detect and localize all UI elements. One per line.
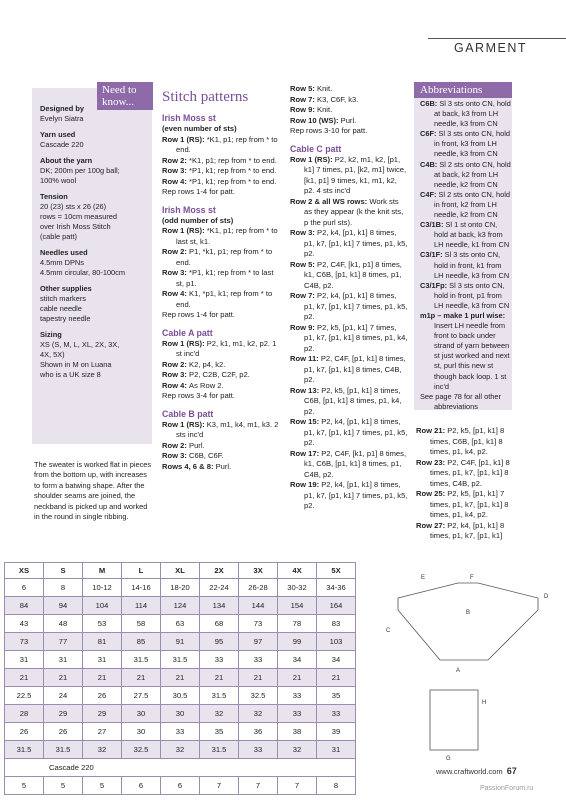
row-label: Row 9: bbox=[290, 105, 318, 114]
table-cell: 21 bbox=[161, 669, 200, 687]
table-cell: 28 bbox=[5, 705, 44, 723]
row-label: C4B: bbox=[420, 159, 440, 169]
table-cell: 21 bbox=[239, 669, 278, 687]
row-text: P2, C4F, [p1, k1] 8 times, p1, k7, [p1, k1] 8 times, C4B, p2. bbox=[430, 457, 510, 488]
row-text: Knit. bbox=[317, 84, 333, 93]
info-line: 4.5mm DPNs bbox=[40, 258, 84, 267]
row-text: Sl 3 sts onto CN, hold at back, k3 from LH needle, k3 from CN bbox=[434, 99, 511, 129]
row-label: C4F: bbox=[420, 189, 439, 199]
table-cell: 68 bbox=[200, 615, 239, 633]
row-label: Row 1 (RS): bbox=[162, 226, 207, 235]
row-text: P2, k5, [p1, k1] 8 times, C6B, [p1, k1] 8 times, p1, k4, p2. bbox=[304, 385, 402, 416]
table-cell: 31.5 bbox=[200, 687, 239, 705]
table-cell: 77 bbox=[44, 633, 83, 651]
row-text: *P1, k1; rep from * to end. bbox=[189, 176, 277, 186]
section-title: GARMENT bbox=[454, 41, 527, 55]
table-cell: 5X bbox=[317, 563, 356, 579]
table-cell: 78 bbox=[278, 615, 317, 633]
row-text: K1, *p1, k1; rep from * to end. bbox=[176, 289, 273, 309]
table-cell: 7 bbox=[200, 777, 239, 795]
row-text: P2, k4, [p1, k1] 8 times, p1, k7, [p1, k1] 7 times, p1, k5, p2. bbox=[304, 291, 408, 321]
yarn-label: Cascade 220 bbox=[5, 759, 356, 777]
table-cell: 73 bbox=[5, 633, 44, 651]
table-cell: 63 bbox=[161, 615, 200, 633]
row-label: Row 2: bbox=[162, 155, 190, 165]
table-cell: 21 bbox=[5, 669, 44, 687]
table-cell: 35 bbox=[200, 723, 239, 741]
table-cell: 3X bbox=[239, 563, 278, 579]
table-cell: 27 bbox=[83, 723, 122, 741]
info-heading: Yarn used bbox=[40, 130, 76, 139]
table-cell: 26 bbox=[44, 723, 83, 741]
table-cell: 43 bbox=[5, 615, 44, 633]
row-label: Row 7: bbox=[290, 94, 318, 104]
row-text: *P1, k1; rep from * to end. bbox=[189, 166, 277, 175]
row-text: Purl. bbox=[340, 115, 357, 125]
row-text: Work sts as they appear (k the knit sts, p the purl sts). bbox=[304, 196, 404, 227]
row-label: Row 2: bbox=[162, 440, 190, 450]
table-cell: 33 bbox=[161, 723, 200, 741]
table-cell: 6 bbox=[5, 579, 44, 597]
row-label: Row 5: bbox=[290, 84, 318, 93]
dim-label-a: A bbox=[456, 668, 461, 674]
row-text: P2, C4F, [k1, p1] 8 times, k1, C6B, [p1, k1] 8 times, p1, C4B, p2. bbox=[304, 259, 402, 290]
row-text: K2, p4, k2. bbox=[189, 359, 226, 369]
table-cell: 2X bbox=[200, 563, 239, 579]
table-cell: 21 bbox=[317, 669, 356, 687]
table-cell: 6 bbox=[122, 777, 161, 795]
row-text: See page 78 for all other abbreviations bbox=[420, 391, 501, 411]
table-cell: 32 bbox=[200, 705, 239, 723]
row-text: P2, C4F, [p1, k1] 8 times, p1, k7, [p1, k1] 8 times, C4B, p2. bbox=[304, 354, 406, 384]
row-label: Row 5: bbox=[290, 259, 318, 269]
table-cell: 21 bbox=[83, 669, 122, 687]
table-cell: 32 bbox=[161, 741, 200, 759]
table-cell: 58 bbox=[122, 615, 161, 633]
table-cell: 91 bbox=[161, 633, 200, 651]
table-cell: 84 bbox=[5, 597, 44, 615]
info-line: cable needle bbox=[40, 304, 82, 313]
row-text: Knit. bbox=[317, 105, 333, 114]
table-cell: 5 bbox=[5, 777, 44, 795]
table-cell: 24 bbox=[44, 687, 83, 705]
row-text: P2, k4, [p1, k1] 8 times, p1, k7, [p1, k1] 7 times, p1, k5, p2. bbox=[304, 417, 408, 447]
info-heading: Designed by bbox=[40, 104, 84, 113]
row-text: Sl 1 st onto CN, hold at back, k3 from LH needle, k1 from CN bbox=[434, 220, 510, 250]
row-text: P1, *k1, p1; rep from * to end. bbox=[176, 247, 273, 267]
stitch-note: (odd number of sts) bbox=[162, 215, 234, 225]
row-label: Row 3: bbox=[162, 268, 190, 277]
info-heading: Other supplies bbox=[40, 284, 92, 293]
table-cell: 144 bbox=[239, 597, 278, 615]
info-line: rows = 10cm measured bbox=[40, 212, 118, 221]
table-cell: 53 bbox=[83, 615, 122, 633]
cable-c-heading: Cable C patt bbox=[290, 143, 342, 154]
row-label: Row 15: bbox=[290, 417, 322, 426]
table-cell: XL bbox=[161, 563, 200, 579]
info-line: 4X, 5X) bbox=[40, 350, 65, 359]
row-text: Sl 3 sts onto CN, hold in front, p1 from LH needle, k3 from CN bbox=[434, 280, 510, 310]
watermark: PassionForum.ru bbox=[480, 785, 534, 792]
row-label: Row 13: bbox=[290, 385, 322, 395]
info-line: Cascade 220 bbox=[40, 140, 84, 149]
table-cell: 34 bbox=[278, 651, 317, 669]
row-label: Row 1 (RS): bbox=[290, 154, 335, 164]
table-cell: 21 bbox=[122, 669, 161, 687]
table-cell: 26 bbox=[83, 687, 122, 705]
row-label: Row 1 (RS): bbox=[162, 134, 207, 144]
stitch-heading: Irish Moss st bbox=[162, 113, 216, 123]
row-text: *K1, p1; rep from * to last st, k1. bbox=[176, 226, 278, 246]
table-cell: 164 bbox=[317, 597, 356, 615]
info-line: who is a UK size 8 bbox=[40, 370, 101, 379]
table-cell: 32 bbox=[239, 705, 278, 723]
info-line: stitch markers bbox=[40, 294, 86, 303]
row-text: *K1, p1; rep from * to end. bbox=[189, 155, 277, 165]
table-cell: 21 bbox=[200, 669, 239, 687]
table-cell: 48 bbox=[44, 615, 83, 633]
row-label: Row 3: bbox=[162, 166, 190, 175]
row-label: C3/1B: bbox=[420, 220, 446, 230]
stitch-heading: Cable B patt bbox=[162, 408, 214, 419]
row-label: Row 9: bbox=[290, 322, 318, 332]
table-cell: L bbox=[122, 563, 161, 579]
table-cell: 22.5 bbox=[5, 687, 44, 705]
intro-text: The sweater is worked flat in pieces from the bottom up, with increases to form a batwing shape. After the shoulder seams are joined, the neckband is picked up and worked in the round in single ribbing. bbox=[34, 460, 152, 522]
table-cell: 38 bbox=[278, 723, 317, 741]
row-label: Row 21: bbox=[416, 426, 448, 435]
table-cell: 33 bbox=[200, 651, 239, 669]
dim-label-d: D bbox=[544, 594, 549, 600]
row-text: *K1, p1; rep from * to end. bbox=[176, 134, 278, 154]
row-label: Row 3: bbox=[162, 370, 190, 379]
table-cell: 32.5 bbox=[239, 687, 278, 705]
row-label: Row 4: bbox=[162, 380, 190, 390]
row-label: Row 2: bbox=[162, 247, 190, 256]
table-cell: 32.5 bbox=[122, 741, 161, 759]
row-label: Row 10 (WS): bbox=[290, 115, 341, 125]
table-cell: 73 bbox=[239, 615, 278, 633]
table-cell: 31.5 bbox=[161, 651, 200, 669]
table-cell: 103 bbox=[317, 633, 356, 651]
info-line: Evelyn Siatra bbox=[40, 114, 84, 123]
table-cell: 85 bbox=[122, 633, 161, 651]
info-line: XS (S, M, L, XL, 2X, 3X, bbox=[40, 340, 120, 349]
table-cell: 99 bbox=[278, 633, 317, 651]
row-label: Row 17: bbox=[290, 448, 322, 458]
table-cell: 30 bbox=[161, 705, 200, 723]
info-line: 100% wool bbox=[40, 176, 77, 185]
table-cell: 83 bbox=[317, 615, 356, 633]
table-cell: 31.5 bbox=[122, 651, 161, 669]
stitch-title: Stitch patterns bbox=[162, 89, 249, 105]
row-label: Row 1 (RS): bbox=[162, 338, 207, 348]
table-cell: 30 bbox=[122, 705, 161, 723]
row-text: Insert LH needle from front to back under strand of yarn between st just worked and next st, purl this new st though back loop. 1 st inc'd bbox=[434, 321, 510, 391]
body-outline bbox=[398, 583, 538, 660]
row-label: Row 4: bbox=[162, 176, 190, 186]
info-line: (cable patt) bbox=[40, 232, 77, 241]
table-cell: 34-36 bbox=[317, 579, 356, 597]
table-cell: 32 bbox=[83, 741, 122, 759]
dim-label-c: C bbox=[386, 628, 391, 634]
table-cell: 31 bbox=[317, 741, 356, 759]
table-cell: 8 bbox=[317, 777, 356, 795]
table-cell: 30-32 bbox=[278, 579, 317, 597]
row-text: P2, k1, m1, k2, p2. 1 st inc'd bbox=[176, 338, 277, 358]
info-line: tapestry needle bbox=[40, 314, 91, 323]
table-cell: 30 bbox=[122, 723, 161, 741]
table-cell: 5 bbox=[83, 777, 122, 795]
row-label: Row 2 & all WS rows: bbox=[290, 196, 370, 206]
abbrev-title: Abbreviations bbox=[414, 82, 512, 98]
table-cell: 33 bbox=[317, 705, 356, 723]
row-text: P2, k4, [p1, k1] 8 times, p1, k7, [p1, k1] 7 times, p1, k5, p2. bbox=[304, 480, 408, 510]
row-label: m1p – make 1 purl wise: bbox=[420, 310, 506, 320]
table-cell: 97 bbox=[239, 633, 278, 651]
page-footer bbox=[436, 766, 517, 776]
dim-label-h: H bbox=[482, 700, 487, 706]
row-label: C6B: bbox=[420, 99, 440, 108]
table-cell: 31.5 bbox=[5, 741, 44, 759]
info-heading: Tension bbox=[40, 192, 68, 201]
row-text: P2, C4F, [k1, p1] 8 times, k1, C6B, [p1, k1] 8 times, p1, C4B, p2. bbox=[304, 448, 407, 479]
row-text: C6B, C6F. bbox=[189, 451, 224, 460]
row-label: Row 7: bbox=[290, 291, 318, 300]
info-line: Shown in M on Luana bbox=[40, 360, 112, 369]
site-url: www.craftworld.com bbox=[436, 767, 503, 776]
info-line: DK; 200m per 100g ball; bbox=[40, 166, 120, 175]
table-cell: 33 bbox=[239, 741, 278, 759]
table-cell: 27.5 bbox=[122, 687, 161, 705]
table-cell: 39 bbox=[317, 723, 356, 741]
row-text: Purl. bbox=[215, 461, 232, 471]
info-heading: Needles used bbox=[40, 248, 88, 257]
table-cell: 10-12 bbox=[83, 579, 122, 597]
row-text: P2, k4, [p1, k1] 8 times, p1, k7, [p1, k1] 7 times, p1, k5, p2. bbox=[304, 228, 408, 258]
table-cell: 34 bbox=[317, 651, 356, 669]
row-text: As Row 2. bbox=[189, 380, 224, 390]
table-cell: 7 bbox=[278, 777, 317, 795]
row-label: Row 1 (RS): bbox=[162, 419, 207, 429]
table-cell: 33 bbox=[278, 687, 317, 705]
table-cell: 8 bbox=[44, 579, 83, 597]
row-label: Row 11: bbox=[290, 354, 321, 363]
row-label: Row 25: bbox=[416, 489, 448, 498]
row-label: Row 3: bbox=[290, 228, 318, 237]
row-text: P2, k5, [p1, k1] 8 times, C6B, [p1, k1] 8 times, p1, k4, p2. bbox=[430, 426, 505, 456]
table-cell: 29 bbox=[83, 705, 122, 723]
stitch-note: (even number of sts) bbox=[162, 124, 237, 133]
info-line: 4.5mm circular, 80-100cm bbox=[40, 268, 126, 277]
dim-label-b: B bbox=[466, 610, 471, 616]
table-cell: 31 bbox=[5, 651, 44, 669]
table-cell: 22-24 bbox=[200, 579, 239, 597]
row-text: Rep rows 1-4 for patt. bbox=[162, 310, 236, 319]
row-text: Sl 2 sts onto CN, hold in front, k2 from LH needle, k2 from CN bbox=[434, 189, 510, 220]
row-text: Rep rows 1-4 for patt. bbox=[162, 187, 236, 196]
row-text: Sl 3 sts onto CN, hold in front, k3 from LH needle, k3 from CN bbox=[434, 129, 510, 159]
table-cell: 26-28 bbox=[239, 579, 278, 597]
table-cell: 33 bbox=[239, 651, 278, 669]
info-heading: About the yarn bbox=[40, 156, 93, 165]
table-cell: 104 bbox=[83, 597, 122, 615]
row-text: P2, k4, [p1, k1] 8 times, p1, k7, [p1, k1] bbox=[430, 520, 505, 540]
table-cell: 6 bbox=[161, 777, 200, 795]
table-cell: 31.5 bbox=[200, 741, 239, 759]
row-text: Rep rows 3-10 for patt. bbox=[290, 126, 368, 135]
table-cell: 4X bbox=[278, 563, 317, 579]
row-text: K3, C6F, k3. bbox=[317, 94, 359, 104]
table-cell: 32 bbox=[278, 741, 317, 759]
row-text: Sl 2 sts onto CN, hold at back, k2 from LH needle, k2 from CN bbox=[434, 159, 511, 189]
table-cell: 31 bbox=[44, 651, 83, 669]
dim-label-f: F bbox=[470, 575, 474, 581]
table-cell: 21 bbox=[278, 669, 317, 687]
table-cell: 114 bbox=[122, 597, 161, 615]
table-cell: S bbox=[44, 563, 83, 579]
table-cell: 81 bbox=[83, 633, 122, 651]
table-cell: 31.5 bbox=[44, 741, 83, 759]
info-line: 20 (23) sts x 26 (26) bbox=[40, 202, 107, 211]
row-label: C3/1F: bbox=[420, 250, 445, 260]
table-cell: 29 bbox=[44, 705, 83, 723]
row-text: *P1, k1; rep from * to last st, p1. bbox=[176, 268, 274, 288]
table-cell: 7 bbox=[239, 777, 278, 795]
table-cell: M bbox=[83, 563, 122, 579]
table-cell: 18-20 bbox=[161, 579, 200, 597]
sidebar-title: Need to know... bbox=[97, 82, 153, 110]
table-cell: 26 bbox=[5, 723, 44, 741]
dim-label-g: G bbox=[446, 756, 451, 762]
table-cell: 30.5 bbox=[161, 687, 200, 705]
row-label: Row 23: bbox=[416, 457, 448, 467]
page-number: 67 bbox=[506, 766, 517, 776]
table-cell: 94 bbox=[44, 597, 83, 615]
row-text: P2, k2, m1, k2, [p1, k1] 7 times, p1, [k2, m1] twice, [k1, p1] 9 times, k1, m1, k2, p2. 4 sts inc'd bbox=[304, 154, 407, 195]
row-label: Rows 4, 6 & 8: bbox=[162, 461, 216, 471]
row-label: C6F: bbox=[420, 129, 439, 139]
table-cell: 5 bbox=[44, 777, 83, 795]
table-cell: 134 bbox=[200, 597, 239, 615]
row-text: P2, k5, [p1, k1] 7 times, p1, k7, [p1, k1] 8 times, p1, k4, p2. bbox=[304, 322, 408, 353]
table-cell: 95 bbox=[200, 633, 239, 651]
row-label: Row 3: bbox=[162, 451, 190, 460]
row-text: K3, m1, k4, m1, k3. 2 sts inc'd bbox=[176, 419, 279, 439]
row-label: Row 19: bbox=[290, 480, 322, 489]
row-text: Rep rows 3-4 for patt. bbox=[162, 391, 236, 400]
table-cell: 33 bbox=[278, 705, 317, 723]
info-heading: Sizing bbox=[40, 330, 62, 339]
table-cell: 21 bbox=[44, 669, 83, 687]
table-cell: 31 bbox=[83, 651, 122, 669]
sleeve-cuff-outline bbox=[430, 690, 478, 750]
row-text: P2, k5, [p1, k1] 7 times, p1, k7, [p1, k1] 8 times, p1, k4, p2. bbox=[430, 489, 509, 519]
table-cell: XS bbox=[5, 563, 44, 579]
stitch-heading: Irish Moss st bbox=[162, 204, 216, 215]
table-cell: 14-16 bbox=[122, 579, 161, 597]
table-cell: 36 bbox=[239, 723, 278, 741]
table-cell: 35 bbox=[317, 687, 356, 705]
dim-label-e: E bbox=[421, 575, 426, 581]
stitch-heading: Cable A patt bbox=[162, 327, 213, 338]
row-label: Row 2: bbox=[162, 359, 190, 369]
info-line: over Irish Moss Stitch bbox=[40, 222, 111, 231]
row-text: Sl 3 sts onto CN, hold in front, k1 from LH needle, k3 from CN bbox=[434, 250, 510, 280]
row-text: Purl. bbox=[189, 440, 205, 450]
table-cell: 124 bbox=[161, 597, 200, 615]
row-label: C3/1Fp: bbox=[420, 280, 450, 290]
table-cell: 154 bbox=[278, 597, 317, 615]
row-text: P2, C2B, C2F, p2. bbox=[189, 370, 250, 379]
row-label: Row 27: bbox=[416, 520, 448, 530]
row-label: Row 4: bbox=[162, 289, 190, 298]
